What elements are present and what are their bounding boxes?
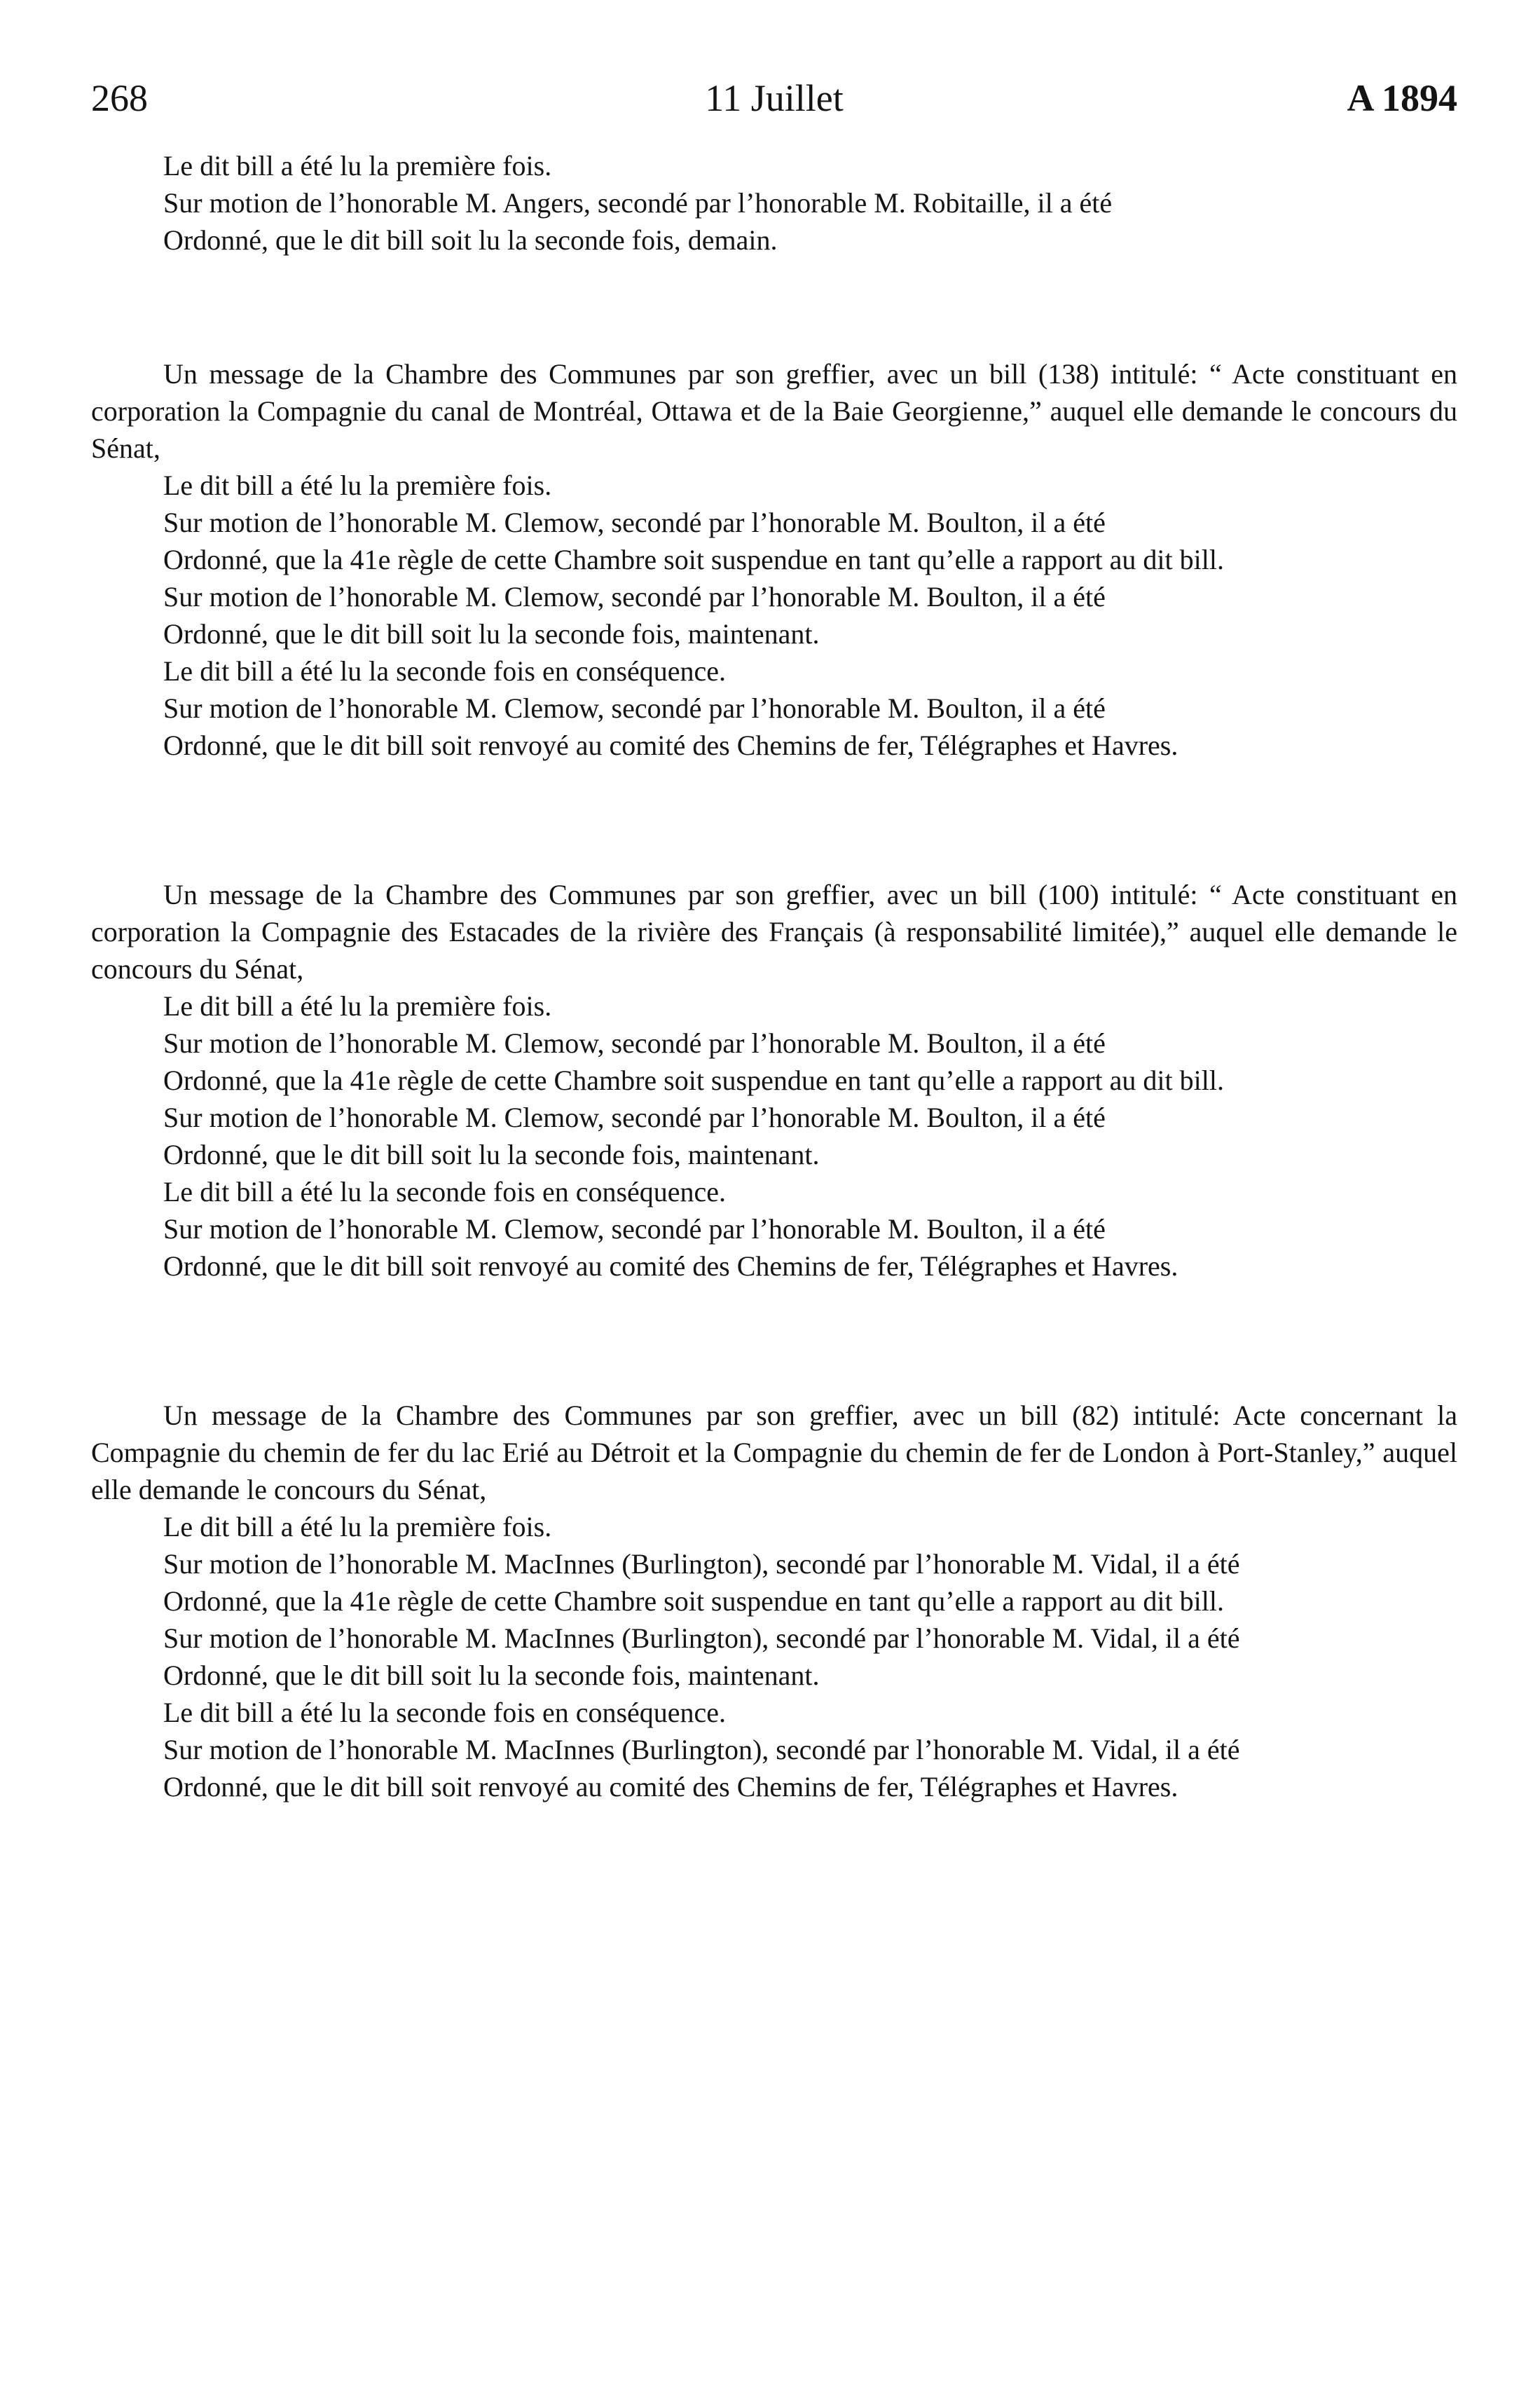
paragraph: Le dit bill a été lu la première fois.	[163, 990, 552, 1022]
paragraph: Sur motion de l’honorable M. MacInnes (Burlington), secondé par l’honorable M. Vidal, il a été	[163, 1622, 1240, 1654]
paragraph: Le dit bill a été lu la seconde fois en conséquence.	[163, 655, 727, 687]
paragraph: Sur motion de l’honorable M. Clemow, secondé par l’honorable M. Boulton, il a été	[163, 692, 1106, 724]
paragraph: Ordonné, que la 41e règle de cette Chambre soit suspendue en tant qu’elle a rapport au dit bill.	[163, 544, 1224, 575]
paragraph: Sur motion de l’honorable M. Clemow, secondé par l’honorable M. Boulton, il a été	[163, 1213, 1106, 1245]
section-bill-138	[91, 355, 1457, 764]
paragraph: Ordonné, que le dit bill soit lu la seconde fois, maintenant.	[163, 618, 820, 650]
paragraph: Le dit bill a été lu la seconde fois en conséquence.	[163, 1176, 727, 1208]
paragraph: Ordonné, que le dit bill soit renvoyé au comité des Chemins de fer, Télégraphes et Havres.	[163, 730, 1178, 761]
document-page	[91, 70, 1457, 1805]
paragraph: Sur motion de l’honorable M. Clemow, secondé par l’honorable M. Boulton, il a été	[163, 581, 1106, 613]
paragraph: Ordonné, que la 41e règle de cette Chambre soit suspendue en tant qu’elle a rapport au dit bill.	[163, 1065, 1224, 1096]
paragraph: Sur motion de l’honorable M. MacInnes (Burlington), secondé par l’honorable M. Vidal, il a été	[163, 1734, 1240, 1765]
paragraph: Un message de la Chambre des Communes par son greffier, avec un bill (138) intitulé: “ Acte constituant en corporation la Compagnie du canal de Montréal, Ottawa et de la Baie Georgienne,” auquel elle demande le concours du Sénat,	[91, 358, 1457, 464]
paragraph: Le dit bill a été lu la seconde fois en conséquence.	[163, 1697, 727, 1728]
paragraph: Ordonné, que le dit bill soit lu la seconde fois, maintenant.	[163, 1139, 820, 1170]
paragraph: Le dit bill a été lu la première fois.	[163, 150, 552, 182]
page-header	[91, 70, 1457, 126]
paragraph: Un message de la Chambre des Communes par son greffier, avec un bill (82) intitulé: Acte concernant la Compagnie du chemin de fer du lac Erié au Détroit et la Compagnie du chemin de fer de London à Port-Stanley,” auquel elle demande le concours du Sénat,	[91, 1400, 1457, 1505]
section-angers-motion	[91, 147, 1457, 259]
page-number: 268	[91, 77, 148, 119]
header-date: 11 Juillet	[705, 77, 844, 119]
paragraph: Sur motion de l’honorable M. MacInnes (Burlington), secondé par l’honorable M. Vidal, il a été	[163, 1548, 1240, 1580]
paragraph: Sur motion de l’honorable M. Clemow, secondé par l’honorable M. Boulton, il a été	[163, 507, 1106, 538]
paragraph: Ordonné, que la 41e règle de cette Chambre soit suspendue en tant qu’elle a rapport au dit bill.	[163, 1585, 1224, 1617]
section-bill-82	[91, 1397, 1457, 1805]
paragraph: Sur motion de l’honorable M. Clemow, secondé par l’honorable M. Boulton, il a été	[163, 1027, 1106, 1059]
paragraph: Sur motion de l’honorable M. Clemow, secondé par l’honorable M. Boulton, il a été	[163, 1102, 1106, 1133]
paragraph: Ordonné, que le dit bill soit lu la seconde fois, maintenant.	[163, 1660, 820, 1691]
paragraph: Un message de la Chambre des Communes par son greffier, avec un bill (100) intitulé: “ Acte constituant en corporation la Compagnie des Estacades de la rivière des Français (à responsabilité limitée),” auquel elle demande le concours du Sénat,	[91, 879, 1457, 985]
paragraph: Le dit bill a été lu la première fois.	[163, 1511, 552, 1542]
paragraph: Ordonné, que le dit bill soit lu la seconde fois, demain.	[163, 224, 778, 256]
section-bill-100	[91, 876, 1457, 1285]
paragraph: Le dit bill a été lu la première fois.	[163, 470, 552, 501]
paragraph: Ordonné, que le dit bill soit renvoyé au comité des Chemins de fer, Télégraphes et Havres.	[163, 1771, 1178, 1802]
document-body	[91, 147, 1457, 1805]
header-year: A 1894	[1347, 77, 1457, 119]
paragraph: Ordonné, que le dit bill soit renvoyé au comité des Chemins de fer, Télégraphes et Havres.	[163, 1250, 1178, 1282]
paragraph: Sur motion de l’honorable M. Angers, secondé par l’honorable M. Robitaille, il a été	[163, 187, 1113, 219]
